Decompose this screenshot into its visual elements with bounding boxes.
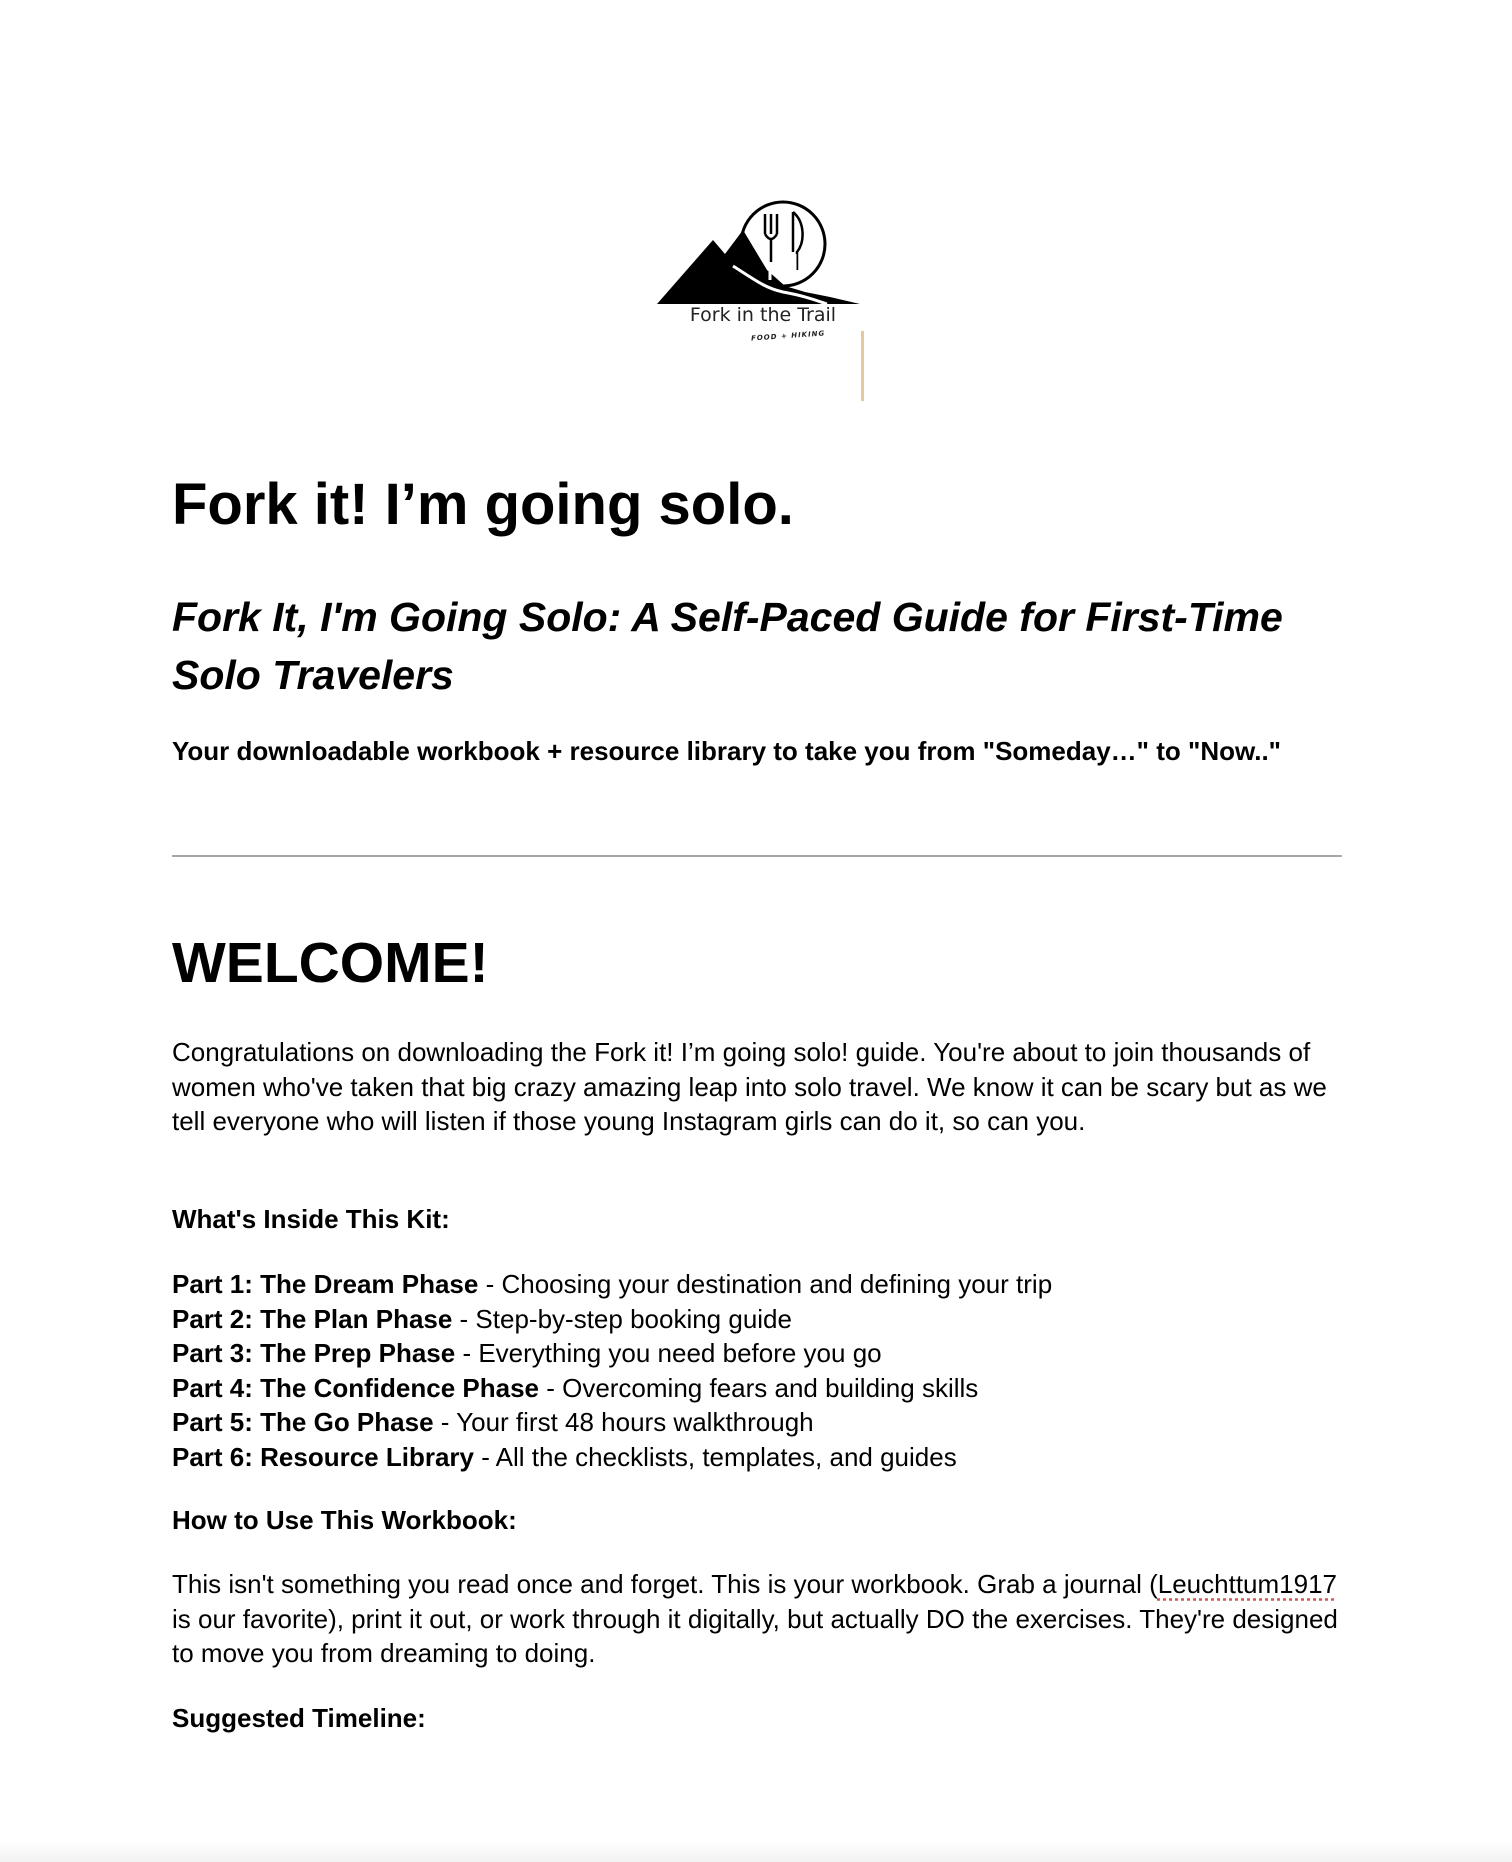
page-tagline: Your downloadable workbook + resource library to take you from "Someday…" to "Now..": [172, 736, 1282, 766]
list-item: [172, 1336, 1342, 1371]
part-label: Part 5: The Go Phase: [172, 1407, 434, 1437]
inside-kit-heading: What's Inside This Kit:: [172, 1204, 450, 1234]
horizontal-divider: [172, 855, 1342, 857]
welcome-heading: WELCOME!: [172, 931, 489, 995]
list-item: [172, 1302, 1342, 1337]
logo-tagline: FOOD + HIKING: [750, 329, 826, 343]
part-label: Part 4: The Confidence Phase: [172, 1372, 539, 1403]
list-item: [172, 1405, 1342, 1440]
welcome-intro: Congratulations on downloading the Fork it! I’m going solo! guide. You're about to join thousands of women who've taken that big crazy amazing leap into solo travel. We know it can be scary but as we tell everyone who will listen if those young Instagram girls can do it, so can you.: [172, 1037, 1327, 1136]
list-item: [172, 1440, 1342, 1475]
spellcheck-flagged-word[interactable]: Leuchttum1917: [1157, 1569, 1338, 1599]
list-item: [172, 1267, 1342, 1302]
part-description: - Choosing your destination and defining your trip: [478, 1269, 1053, 1299]
text-cursor: [861, 331, 864, 401]
part-label: Part 2: The Plan Phase: [172, 1303, 453, 1334]
part-description: - Step-by-step booking guide: [452, 1303, 792, 1334]
howto-heading: How to Use This Workbook:: [172, 1505, 517, 1535]
fork-in-the-trail-logo: [655, 200, 875, 405]
part-description: - Your first 48 hours walkthrough: [433, 1407, 814, 1437]
timeline-heading: Suggested Timeline:: [172, 1703, 426, 1733]
mountain-fork-knife-icon: [655, 200, 875, 350]
part-label: Part 6: Resource Library: [172, 1441, 475, 1472]
part-label: Part 1: The Dream Phase: [172, 1269, 479, 1299]
logo-name: Fork in the Trail: [689, 304, 837, 326]
howto-text-after: is our favorite), print it out, or work through it digitally, but actually DO the exercises. They're designed to move you from dreaming to doing.: [172, 1603, 1338, 1668]
howto-paragraph: [172, 1567, 1342, 1671]
page-title: Fork it! I’m going solo.: [172, 472, 794, 537]
list-item: [172, 1371, 1342, 1406]
part-description: - Everything you need before you go: [455, 1338, 882, 1368]
part-description: - All the checklists, templates, and guides: [474, 1441, 957, 1472]
part-label: Part 3: The Prep Phase: [172, 1338, 456, 1368]
howto-text-before: This isn't something you read once and forget. This is your workbook. Grab a journal (: [172, 1569, 1158, 1599]
parts-list: [172, 1267, 1342, 1474]
page-bottom-edge: [0, 1840, 1512, 1862]
page-subtitle: Fork It, I'm Going Solo: A Self-Paced Guide for First-Time Solo Travelers: [172, 594, 1283, 698]
part-description: - Overcoming fears and building skills: [538, 1372, 979, 1403]
